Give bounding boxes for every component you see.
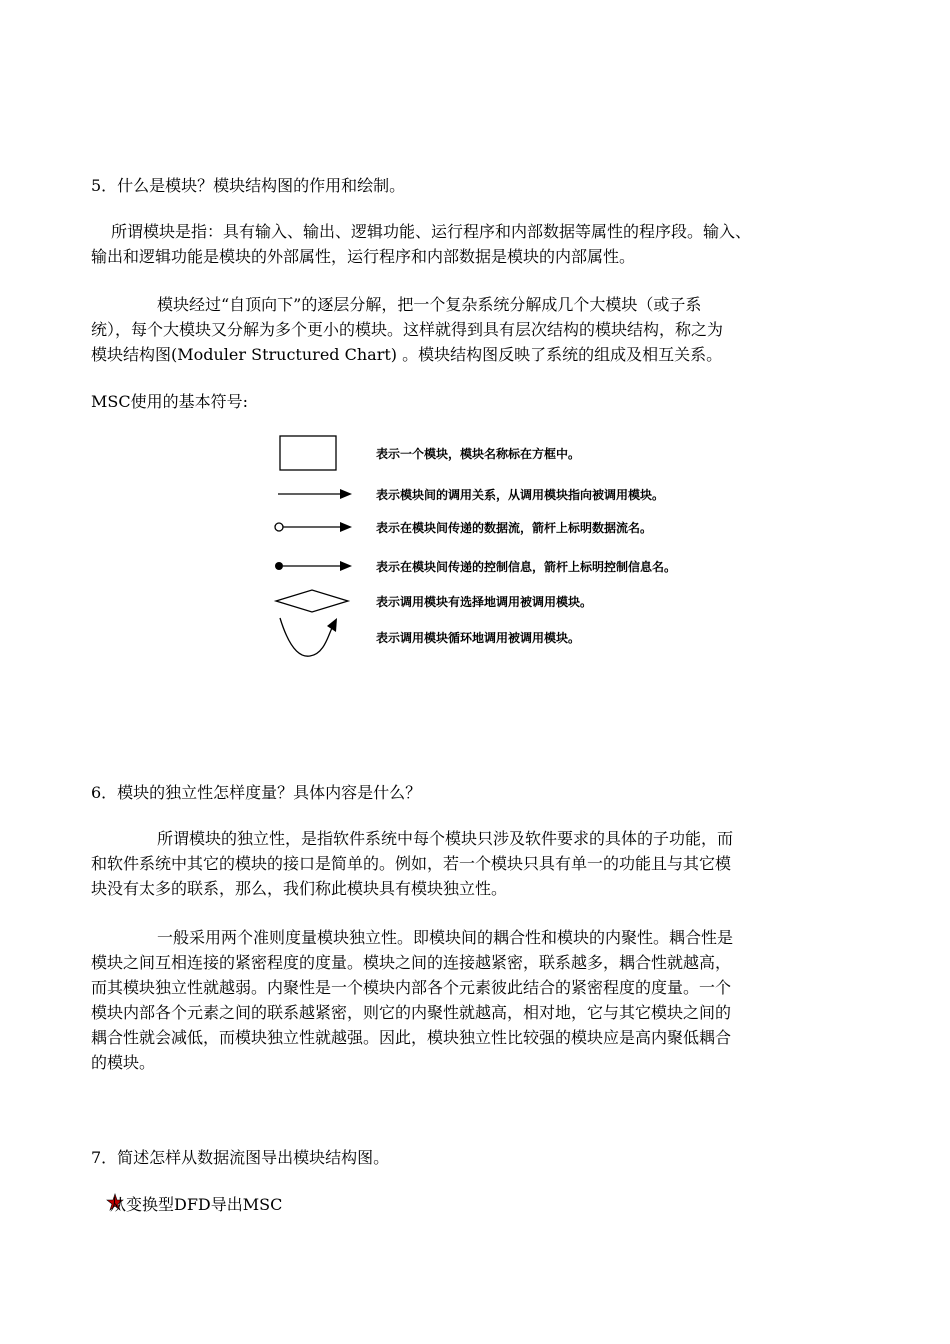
q5-p1-line1: 所谓模块是指：具有输入、输出、逻辑功能、运行程序和内部数据等属性的程序段。输入、 [111, 222, 752, 241]
q6-p1-line1: 所谓模块的独立性，是指软件系统中每个模块只涉及软件要求的具体的子功能，而 [157, 829, 734, 848]
q6-p2-line2: 模块之间互相连接的紧密程度的度量。模块之间的连接越紧密，联系越多，耦合性就越高， [91, 953, 732, 972]
msc-symbols-title: MSC使用的基本符号: [91, 392, 248, 411]
module-box-icon [270, 433, 350, 473]
data-flow-arrow-icon [270, 507, 360, 547]
q7-bullet-text: 从变换型DFD导出MSC [110, 1195, 283, 1214]
q5-p2-line3: 模块结构图(Moduler Structured Chart) 。模块结构图反映了系统的组成及相互关系。 [91, 345, 723, 364]
q6-p2-line1: 一般采用两个准则度量模块独立性。即模块间的耦合性和模块的内聚性。耦合性是 [157, 928, 734, 947]
control-flow-arrow-icon [270, 546, 360, 586]
q5-p2-line2: 统），每个大模块又分解为多个更小的模块。这样就得到具有层次结构的模块结构，称之为 [91, 320, 724, 339]
loop-arc-icon [270, 612, 360, 662]
symbol-label-loop: 表示调用模块循环地调用被调用模块。 [376, 631, 581, 645]
symbol-row-module [270, 433, 790, 473]
q6-p1-line3: 块没有太多的联系，那么，我们称此模块具有模块独立性。 [91, 879, 508, 898]
q6-p2-line3: 而其模块独立性就越弱。内聚性是一个模块内部各个元素彼此结合的紧密程度的度量。一个 [91, 978, 732, 997]
q7-heading: 7．简述怎样从数据流图导出模块结构图。 [91, 1148, 390, 1167]
q6-heading: 6．模块的独立性怎样度量？具体内容是什么？ [91, 783, 422, 802]
q5-heading: 5．什么是模块？模块结构图的作用和绘制。 [91, 176, 406, 195]
q5-p2-line1: 模块经过“自顶向下”的逐层分解，把一个复杂系统分解成几个大模块（或子系 [157, 295, 702, 314]
symbol-row-data-flow [270, 507, 790, 547]
q5-p1-line2: 输出和逻辑功能是模块的外部属性，运行程序和内部数据是模块的内部属性。 [91, 247, 636, 266]
symbol-label-data-flow: 表示在模块间传递的数据流，箭杆上标明数据流名。 [376, 521, 653, 535]
q6-p2-line4: 模块内部各个元素之间的联系越紧密，则它的内聚性就越高，相对地，它与其它模块之间的 [91, 1003, 732, 1022]
symbol-row-loop [270, 612, 790, 662]
q6-p2-line6: 的模块。 [91, 1053, 156, 1072]
q6-p1-line2: 和软件系统中其它的模块的接口是简单的。例如，若一个模块只具有单一的功能且与其它模 [91, 854, 732, 873]
symbol-label-module: 表示一个模块，模块名称标在方框中。 [376, 447, 581, 461]
symbol-label-selection: 表示调用模块有选择地调用被调用模块。 [376, 595, 593, 609]
symbol-label-call: 表示模块间的调用关系，从调用模块指向被调用模块。 [376, 488, 665, 502]
symbol-row-control-flow [270, 546, 790, 586]
symbol-label-control-flow: 表示在模块间传递的控制信息，箭杆上标明控制信息名。 [376, 560, 677, 574]
q6-p2-line5: 耦合性就会减低，而模块独立性就越强。因此，模块独立性比较强的模块应是高内聚低耦合 [91, 1028, 732, 1047]
